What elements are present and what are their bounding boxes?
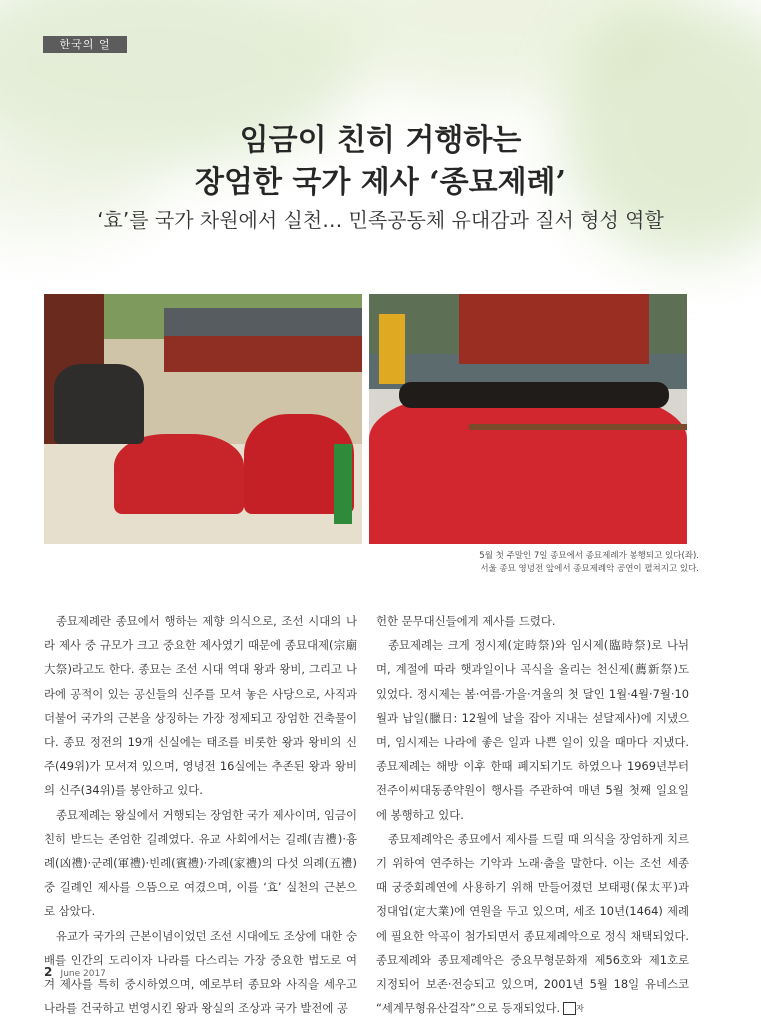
caption-line-1: 5월 첫 주말인 7일 종묘에서 종묘제례가 봉행되고 있다(좌). [479, 551, 699, 561]
article-subtitle: ‘효’를 국가 차원에서 실천… 민족공동체 유대감과 질서 형성 역할 [97, 208, 664, 232]
body-paragraph-text: 종묘제례악은 종묘에서 제사를 드릴 때 의식을 장엄하게 치르기 위하여 연주하는 기악과 노래·춤을 말한다. 이는 조선 세종 때 궁중회례연에 사용하기 위해 만들어졌던 보태평(保太平)과 정대업(定大業)에 연원을 두고 있으며, 세조 10년(1464) 제례에 필요한 악곡이 첨가되면서 종묘제례악으로 정식 채택되었다. 종묘제례와 종묘제례악은 중요무형문화재 제56호와 제1호로 지정되어 보존·전승되고 있으며, 2001년 5월 18일 유네스코 “세계무형유산걸작”으로 등재되었다. [376, 831, 689, 1016]
photo-caption [369, 550, 699, 576]
body-paragraph: 종묘제례는 왕실에서 거행되는 장엄한 국가 제사이며, 임금이 친히 받드는 존엄한 길례였다. 유교 사회에서는 길례(吉禮)·흉례(凶禮)·군례(軍禮)·빈례(賓禮)·가례(家禮)의 다섯 의례(五禮) 중 길례인 제사를 으뜸으로 여겼으며, 이를 ‘효’ 실천의 근본으로 삼았다. [44, 807, 357, 919]
body-paragraph: 종묘제례란 종묘에서 행하는 제향 의식으로, 조선 시대의 나라 제사 중 규모가 크고 중요한 제사였기 때문에 종묘대제(宗廟大祭)라고도 한다. 종묘는 조선 시대 역대 왕과 왕비, 그리고 나라에 공적이 있는 공신들의 신주를 모셔 놓은 사당으로, 사직과 더불어 국가의 근본을 상징하는 가장 정제되고 장엄한 건축물이다. 종묘 정전의 19개 신실에는 태조를 비롯한 왕과 왕비의 신주(49위)가 모셔져 있으며, 영녕전 16실에는 추존된 왕과 왕비의 신주(34위)를 봉안하고 있다. [44, 614, 357, 798]
issue-date: June 2017 [60, 969, 106, 979]
caption-line-2: 서울 종묘 영녕전 앞에서 종묘제례악 공연이 펼쳐지고 있다. [480, 564, 699, 574]
body-column-left [44, 609, 357, 1020]
body-paragraph: 종묘제례는 크게 정시제(定時祭)와 임시제(臨時祭)로 나뉘며, 계절에 따라 햇과일이나 곡식을 올리는 천신제(薦新祭)도 있었다. 정시제는 봄·여름·가을·겨울의 첫 달인 1월·4월·7월·10월과 납일(臘日: 12월에 날을 잡아 지내는 섣달제사)에 지냈으며, 임시제는 나라에 좋은 일과 나쁜 일이 있을 때마다 지냈다. 종묘제례는 해방 이후 한때 폐지되기도 하였으나 1969년부터 전주이씨대동종약원이 행사를 주관하여 매년 5월 첫째 일요일에 봉행하고 있다. [376, 638, 689, 822]
title-line-2: 장엄한 국가 제사 ‘종묘제례’ [194, 165, 566, 200]
page-footer [44, 965, 106, 979]
body-paragraph: 유교가 국가의 근본이념이었던 조선 시대에도 조상에 대한 숭배를 인간의 도리이자 나라를 다스리는 가장 중요한 법도로 여겨 제사를 특히 중시하였으며, 예로부터 종묘와 사직을 세우고 나라를 건국하고 번영시킨 왕과 왕실의 조상과 국가 발전에 공 [44, 928, 357, 1016]
body-column-right [376, 609, 689, 1020]
end-mark-icon: 자 [563, 1002, 576, 1015]
photo-jongmyo-rite [44, 294, 362, 544]
section-tag: 한국의 얼 [43, 36, 127, 53]
body-paragraph: 헌한 문무대신들에게 제사를 드렸다. [376, 614, 556, 628]
title-line-1: 임금이 친히 거행하는 [239, 123, 522, 158]
article-title [0, 120, 761, 204]
photo-jongmyo-jeryeak [369, 294, 687, 544]
body-paragraph [376, 827, 689, 1020]
page-number: 2 [44, 965, 53, 979]
